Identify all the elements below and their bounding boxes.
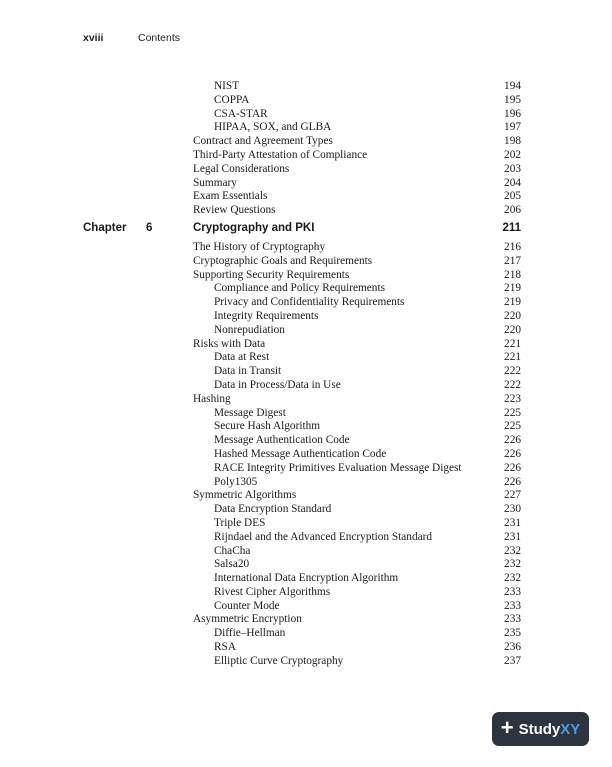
toc-entry-page: 223 — [504, 392, 521, 405]
toc-entry[interactable] — [0, 177, 612, 191]
toc-entry-page: 227 — [504, 489, 521, 502]
toc-entry-page: 217 — [504, 254, 521, 267]
toc-entry-title: International Data Encryption Algorithm — [214, 572, 399, 585]
toc-entry-title: Hashed Message Authentication Code — [214, 447, 387, 460]
toc-entry[interactable] — [0, 80, 612, 94]
toc-entry-title: Data in Process/Data in Use — [214, 378, 341, 391]
toc-entry[interactable] — [0, 296, 612, 310]
toc-entry-title: Supporting Security Requirements — [193, 268, 350, 281]
toc-entries-before-chapter — [0, 80, 612, 218]
toc-entry-page: 221 — [504, 337, 521, 350]
toc-entry[interactable] — [0, 558, 612, 572]
toc-entry[interactable] — [0, 190, 612, 204]
toc-entry-title: The History of Cryptography — [193, 240, 326, 253]
toc-entry-title: RSA — [214, 641, 236, 654]
toc-entry[interactable] — [0, 121, 612, 135]
toc-entry[interactable] — [0, 163, 612, 177]
toc-entry[interactable] — [0, 365, 612, 379]
toc-entry-title: HIPAA, SOX, and GLBA — [214, 121, 332, 134]
toc-entry-page: 204 — [504, 176, 521, 189]
toc-entry-page: 194 — [504, 80, 521, 92]
toc-entry-page: 206 — [504, 204, 521, 217]
toc-entry-page: 225 — [504, 420, 521, 433]
toc-entry-title: Third-Party Attestation of Compliance — [193, 148, 368, 161]
plus-icon: + — [500, 715, 514, 740]
toc-entry-page: 231 — [504, 516, 521, 529]
toc-entry[interactable] — [0, 476, 612, 490]
toc-entry-page: 233 — [504, 585, 521, 598]
toc-entry-title: COPPA — [214, 93, 250, 106]
toc-entry[interactable] — [0, 462, 612, 476]
toc-entry-title: ChaCha — [214, 544, 251, 557]
toc-entry[interactable] — [0, 241, 612, 255]
toc-entry-page: 226 — [504, 461, 521, 474]
toc-entry-page: 220 — [504, 323, 521, 336]
toc-entry-page: 195 — [504, 93, 521, 106]
toc-entry-title: Elliptic Curve Cryptography — [214, 654, 344, 667]
toc-entry[interactable] — [0, 517, 612, 531]
chapter-label: Chapter — [83, 221, 127, 234]
toc-entry-page: 232 — [504, 544, 521, 557]
toc-entry-page: 216 — [504, 240, 521, 253]
toc-entry-page: 220 — [504, 309, 521, 322]
toc-entry-title: Nonrepudiation — [214, 323, 285, 336]
toc-entry[interactable] — [0, 269, 612, 283]
toc-entry-title: Data Encryption Standard — [214, 503, 332, 516]
toc-entry-page: 205 — [504, 190, 521, 203]
toc-entries-chapter — [0, 241, 612, 669]
toc-entry-page: 233 — [504, 599, 521, 612]
toc-entry[interactable] — [0, 641, 612, 655]
toc-entry-title: Cryptographic Goals and Requirements — [193, 254, 373, 267]
toc-entry[interactable] — [0, 255, 612, 269]
toc-entry-page: 196 — [504, 107, 521, 120]
toc-entry-page: 226 — [504, 434, 521, 447]
toc-entry-page: 230 — [504, 503, 521, 516]
toc-entry-page: 219 — [504, 282, 521, 295]
toc-entry-page: 226 — [504, 475, 521, 488]
running-head — [83, 32, 180, 44]
toc-entry-page: 226 — [504, 447, 521, 460]
studyxy-badge[interactable] — [492, 712, 589, 746]
toc-entry-title: Poly1305 — [214, 475, 258, 488]
toc-entry[interactable] — [0, 149, 612, 163]
toc-entry[interactable] — [0, 393, 612, 407]
chapter-title: Cryptography and PKI — [193, 221, 315, 234]
toc-entry-page: 232 — [504, 558, 521, 571]
toc-entry[interactable] — [0, 655, 612, 669]
toc-entry-page: 222 — [504, 378, 521, 391]
toc-entry[interactable] — [0, 531, 612, 545]
toc-entry[interactable] — [0, 324, 612, 338]
toc-entry-title: Data in Transit — [214, 365, 282, 378]
toc-entry-title: Message Digest — [214, 406, 286, 419]
running-head-title: Contents — [138, 32, 181, 44]
toc-entry-page: 232 — [504, 572, 521, 585]
toc-entry-title: RACE Integrity Primitives Evaluation Message Digest — [214, 461, 462, 474]
toc-entry-page: 233 — [504, 613, 521, 626]
toc-entry[interactable] — [0, 545, 612, 559]
toc-entry[interactable] — [0, 420, 612, 434]
table-of-contents — [0, 80, 612, 669]
toc-entry[interactable] — [0, 434, 612, 448]
toc-entry-page: 221 — [504, 351, 521, 364]
chapter-page: 211 — [502, 221, 521, 234]
toc-entry-page: 219 — [504, 296, 521, 309]
toc-entry[interactable] — [0, 586, 612, 600]
toc-entry[interactable] — [0, 627, 612, 641]
toc-entry-page: 203 — [504, 162, 521, 175]
toc-entry[interactable] — [0, 351, 612, 365]
toc-entry[interactable] — [0, 379, 612, 393]
toc-entry-title: Rivest Cipher Algorithms — [214, 585, 331, 598]
toc-entry-title: Legal Considerations — [193, 162, 290, 175]
toc-entry-title: Hashing — [193, 392, 231, 405]
toc-entry[interactable] — [0, 613, 612, 627]
toc-entry-title: Privacy and Confidentiality Requirements — [214, 296, 405, 309]
toc-entry-title: Integrity Requirements — [214, 309, 319, 322]
toc-entry[interactable] — [0, 600, 612, 614]
toc-entry-page: 237 — [504, 654, 521, 667]
toc-entry[interactable] — [0, 204, 612, 218]
toc-entry-title: NIST — [214, 80, 240, 92]
toc-entry-page: 197 — [504, 121, 521, 134]
toc-entry-page: 231 — [504, 530, 521, 543]
badge-label: StudyXY — [518, 720, 581, 738]
toc-entry-page: 222 — [504, 365, 521, 378]
toc-entry-page: 225 — [504, 406, 521, 419]
toc-entry-title: Triple DES — [214, 516, 266, 529]
toc-entry-title: Counter Mode — [214, 599, 280, 612]
toc-entry-title: Secure Hash Algorithm — [214, 420, 321, 433]
toc-entry-title: Rijndael and the Advanced Encryption Standard — [214, 530, 433, 543]
chapter-number: 6 — [146, 221, 153, 234]
toc-entry-page: 202 — [504, 148, 521, 161]
toc-entry-title: Exam Essentials — [193, 190, 268, 203]
toc-entry-title: Salsa20 — [214, 558, 250, 571]
toc-entry[interactable] — [0, 407, 612, 421]
toc-entry[interactable] — [0, 338, 612, 352]
toc-entry-title: Message Authentication Code — [214, 434, 350, 447]
page-folio: xviii — [83, 32, 104, 44]
toc-entry[interactable] — [0, 282, 612, 296]
toc-entry-title: Contract and Agreement Types — [193, 135, 333, 148]
toc-entry-title: Symmetric Algorithms — [193, 489, 297, 502]
toc-entry[interactable] — [0, 94, 612, 108]
toc-entry-page: 218 — [504, 268, 521, 281]
toc-entry-title: Summary — [193, 176, 237, 189]
toc-entry-title: Data at Rest — [214, 351, 270, 364]
toc-entry[interactable] — [0, 503, 612, 517]
toc-entry-page: 236 — [504, 641, 521, 654]
toc-entry[interactable] — [0, 448, 612, 462]
toc-entry[interactable] — [0, 108, 612, 122]
toc-entry-title: Risks with Data — [193, 337, 266, 350]
toc-entry-title: Compliance and Policy Requirements — [214, 282, 385, 295]
toc-entry-title: Review Questions — [193, 204, 276, 217]
toc-entry[interactable] — [0, 135, 612, 149]
toc-entry-page: 235 — [504, 627, 521, 640]
toc-entry[interactable] — [0, 572, 612, 586]
toc-entry-title: Asymmetric Encryption — [193, 613, 302, 626]
toc-entry-page: 198 — [504, 135, 521, 148]
toc-entry-title: Diffie–Hellman — [214, 627, 286, 640]
toc-entry[interactable] — [0, 489, 612, 503]
toc-entry[interactable] — [0, 310, 612, 324]
chapter-heading[interactable] — [0, 218, 612, 238]
toc-entry-title: CSA-STAR — [214, 107, 268, 120]
